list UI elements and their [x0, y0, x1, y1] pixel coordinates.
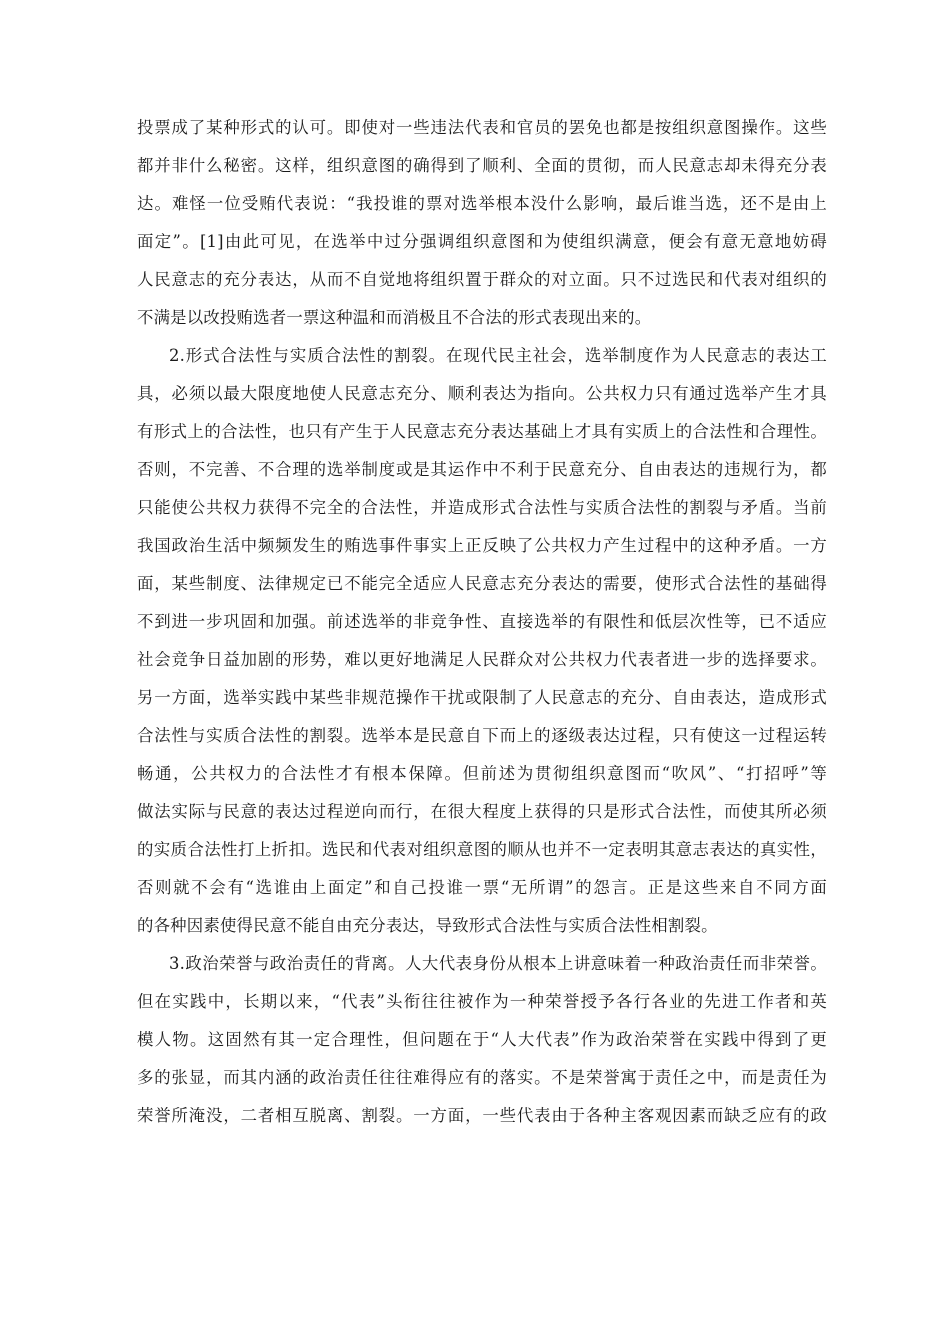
text-line: 我国政治生活中频频发生的贿选事件事实上正反映了公共权力产生过程中的这种矛盾。一方 [137, 536, 827, 555]
text-line: 有形式上的合法性，也只有产生于人民意志充分表达基础上才具有实质上的合法性和合理性。 [137, 422, 827, 441]
text-line: 否则就不会有“选谁由上面定”和自己投谁一票“无所谓”的怨言。正是这些来自不同方面 [137, 878, 827, 897]
text-line: 畅通，公共权力的合法性才有根本保障。但前述为贯彻组织意图而“吹风”、“打招呼”等 [137, 764, 827, 783]
text-line: 合法性与实质合法性的割裂。选举本是民意自下而上的逐级表达过程，只有使这一过程运转 [137, 726, 827, 745]
text-line: 达。难怪一位受贿代表说：“我投谁的票对选举根本没什么影响，最后谁当选，还不是由上 [137, 194, 827, 213]
text-line: 的实质合法性打上折扣。选民和代表对组织意图的顺从也并不一定表明其意志表达的真实性， [137, 840, 827, 859]
text-line: 只能使公共权力获得不完全的合法性，并造成形式合法性与实质合法性的割裂与矛盾。当前 [137, 498, 827, 517]
text-line: 做法实际与民意的表达过程逆向而行，在很大程度上获得的只是形式合法性，而使其所必须 [137, 802, 827, 821]
text-line: 人民意志的充分表达，从而不自觉地将组织置于群众的对立面。只不过选民和代表对组织的 [137, 270, 827, 289]
text-line: 面，某些制度、法律规定已不能完全适应人民意志充分表达的需要，使形式合法性的基础得 [137, 574, 827, 593]
text-line: 不到进一步巩固和加强。前述选举的非竞争性、直接选举的有限性和低层次性等，已不适应 [137, 612, 827, 631]
paragraph-start-line: 3.政治荣誉与政治责任的背离。人大代表身份从根本上讲意味着一种政治责任而非荣誉。 [169, 954, 827, 973]
text-line: 的各种因素使得民意不能自由充分表达，导致形式合法性与实质合法性相割裂。 [137, 916, 718, 935]
text-line: 但在实践中，长期以来，“代表”头衔往往被作为一种荣誉授予各行各业的先进工作者和英 [137, 992, 827, 1011]
text-line: 具，必须以最大限度地使人民意志充分、顺利表达为指向。公共权力只有通过选举产生才具 [137, 384, 827, 403]
text-line: 模人物。这固然有其一定合理性，但问题在于“人大代表”作为政治荣誉在实践中得到了更 [137, 1030, 827, 1049]
text-line: 面定”。[1]由此可见，在选举中过分强调组织意图和为使组织满意，便会有意无意地妨碍 [137, 232, 827, 251]
text-line: 多的张显，而其内涵的政治责任往往难得应有的落实。不是荣誉寓于责任之中，而是责任为 [137, 1068, 827, 1087]
text-line: 荣誉所淹没，二者相互脱离、割裂。一方面，一些代表由于各种主客观因素而缺乏应有的政 [137, 1106, 827, 1125]
text-line: 不满是以改投贿选者一票这种温和而消极且不合法的形式表现出来的。 [137, 308, 652, 327]
text-line: 投票成了某种形式的认可。即使对一些违法代表和官员的罢免也都是按组织意图操作。这些 [137, 118, 827, 137]
text-line: 另一方面，选举实践中某些非规范操作干扰或限制了人民意志的充分、自由表达，造成形式 [137, 688, 827, 707]
text-line: 社会竞争日益加剧的形势，难以更好地满足人民群众对公共权力代表者进一步的选择要求。 [137, 650, 827, 669]
text-line: 否则，不完善、不合理的选举制度或是其运作中不利于民意充分、自由表达的违规行为，都 [137, 460, 827, 479]
paragraph-start-line: 2.形式合法性与实质合法性的割裂。在现代民主社会，选举制度作为人民意志的表达工 [169, 346, 827, 365]
text-line: 都并非什么秘密。这样，组织意图的确得到了顺利、全面的贯彻，而人民意志却未得充分表 [137, 156, 827, 175]
